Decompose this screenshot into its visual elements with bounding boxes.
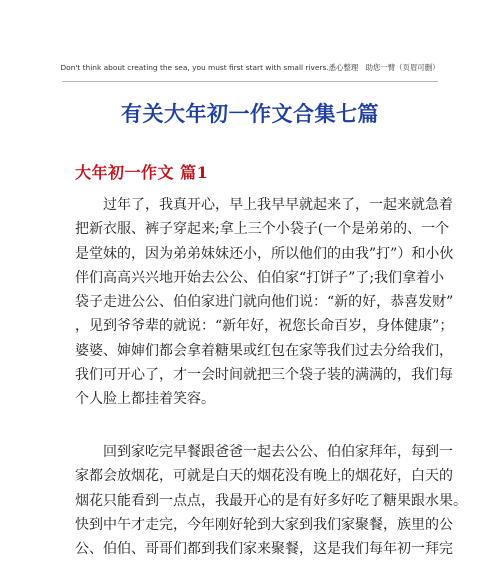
paragraph-line: 伴们高高兴兴地开始去公公、伯伯家“打饼子”了;我们拿着小 [75, 269, 445, 286]
paragraph-line: 个人脸上都挂着笑容。 [75, 391, 215, 408]
paragraph-line: 快到中午才走完，今年刚好轮到大家到我们家聚餐，族里的公 [75, 516, 453, 533]
page-header: Don't think about creating the sea, you must first start with small rivers.悉心整理 助您一臂（页眉可删） [60, 63, 440, 72]
paragraph-line: 袋子走进公公、伯伯家进门就向他们说：“新的好，恭喜发财” [75, 294, 454, 311]
paragraph-line: 回到家吃完早餐跟爸爸一起去公公、伯伯家拜年，每到一 [103, 444, 453, 460]
document-title: 有关大年初一作文合集七篇 [121, 101, 379, 126]
paragraph-line: 把新衣服、裤子穿起来;拿上三个小袋子(一个是弟弟的、一个 [75, 221, 450, 238]
paragraph-line: 家都会放烟花，可就是白天的烟花没有晚上的烟花好，白天的 [75, 468, 453, 485]
paragraph-line: 烟花只能看到一点点，我最开心的是有好多好吃了糖果跟水果。 [75, 492, 467, 509]
section-heading: 大年初一作文 篇1 [75, 163, 209, 182]
paragraph-line: 我们可开心了，才一会时间就把三个袋子装的满满的，我们每 [75, 367, 453, 384]
paragraph-line: 公、伯伯、哥哥们都到我们家来聚餐，这是我们每年初一拜完 [75, 541, 453, 558]
paragraph-1 [75, 193, 454, 412]
paragraph-2 [75, 440, 467, 561]
paragraph-line: ，见到爷爷辈的就说：“新年好，祝您长命百岁，身体健康”； [75, 318, 454, 335]
paragraph-line: 是堂妹的，因为弟弟妹妹还小，所以他们的由我”打”）和小伙 [75, 245, 454, 262]
paragraph-line: 婆婆、婶婶们都会拿着糖果或红包在家等我们过去分给我们， [75, 342, 453, 359]
header-divider [62, 81, 438, 82]
paragraph-line: 过年了，我真开心，早上我早早就起来了，一起来就急着 [103, 197, 453, 213]
